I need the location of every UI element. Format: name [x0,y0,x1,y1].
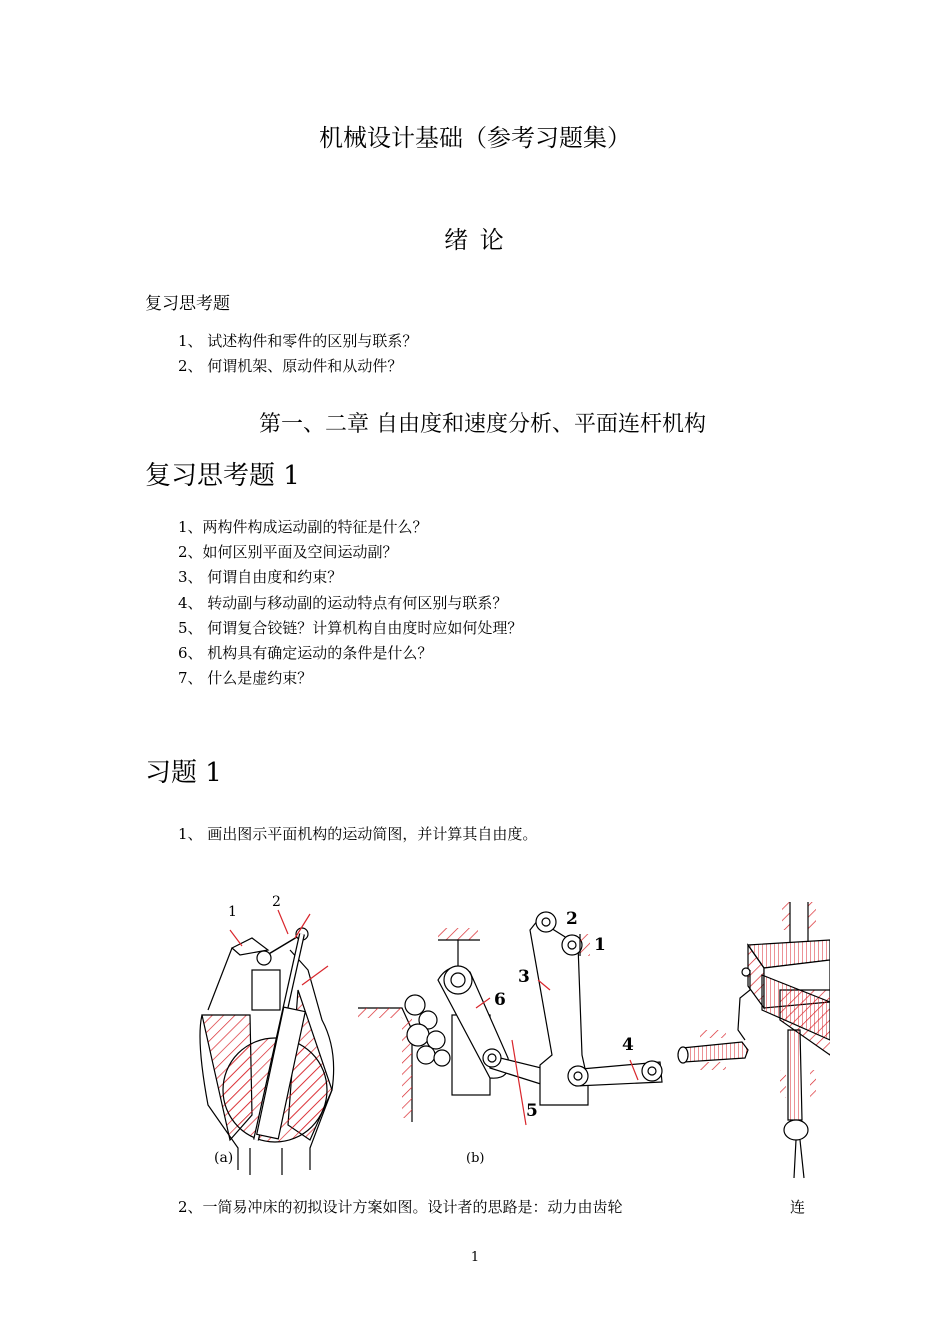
chapter-12-heading: 第一、二章 自由度和速度分析、平面连杆机构 [259,412,706,437]
review-question-7: 7、 什么是虚约束？ [178,669,313,687]
figure-b-label-part-3: 3 [518,967,530,987]
page-number: 1 [470,1250,480,1265]
review-question-3: 3、 何谓自由度和约束？ [178,568,343,586]
figure-b-label-part-4: 4 [622,1035,634,1055]
figure-a-label: (a) [214,1150,234,1166]
document-title: 机械设计基础（参考习题集） [319,124,631,152]
review-question-1: 1、两构件构成运动副的特征是什么？ [178,518,428,536]
intro-question-2: 2、 何谓机架、原动件和从动件？ [178,357,403,375]
figure-b-label-part-1: 1 [594,935,606,955]
review-question-5: 5、 何谓复合铰链？计算机构自由度时应如何处理？ [178,619,523,637]
figure-b-label-part-6: 6 [494,990,506,1010]
review-question-2: 2、如何区别平面及空间运动副？ [178,543,398,561]
figure-a-label-part-2: 2 [272,894,281,910]
figure-a-label-part-1: 1 [228,904,237,920]
figure-b-label: (b) [466,1151,485,1166]
figure-c-3d-mechanism [678,902,830,1178]
review-question-6: 6、 机构具有确定运动的条件是什么？ [178,644,433,662]
exercise-1-question-2-tail: 连 [790,1198,806,1216]
figure-b-linkage [358,912,662,1125]
review-1-heading: 复习思考题 1 [145,461,300,491]
exercise-1-question-1: 1、 画出图示平面机构的运动简图，并计算其自由度。 [178,825,538,843]
figure-a-crusher [200,910,334,1175]
intro-review-heading: 复习思考题 [145,294,230,314]
intro-chapter-heading: 绪 论 [444,226,506,254]
review-question-4: 4、 转动副与移动副的运动特点有何区别与联系？ [178,594,508,612]
figure-b-label-part-5: 5 [526,1101,538,1121]
mechanism-figure [190,890,830,1180]
exercise-1-heading: 习题 1 [145,758,222,788]
figure-b-label-part-2: 2 [566,909,578,929]
exercise-1-question-2: 2、一简易冲床的初拟设计方案如图。设计者的思路是：动力由齿轮 [178,1198,623,1216]
intro-question-1: 1、 试述构件和零件的区别与联系？ [178,332,418,350]
